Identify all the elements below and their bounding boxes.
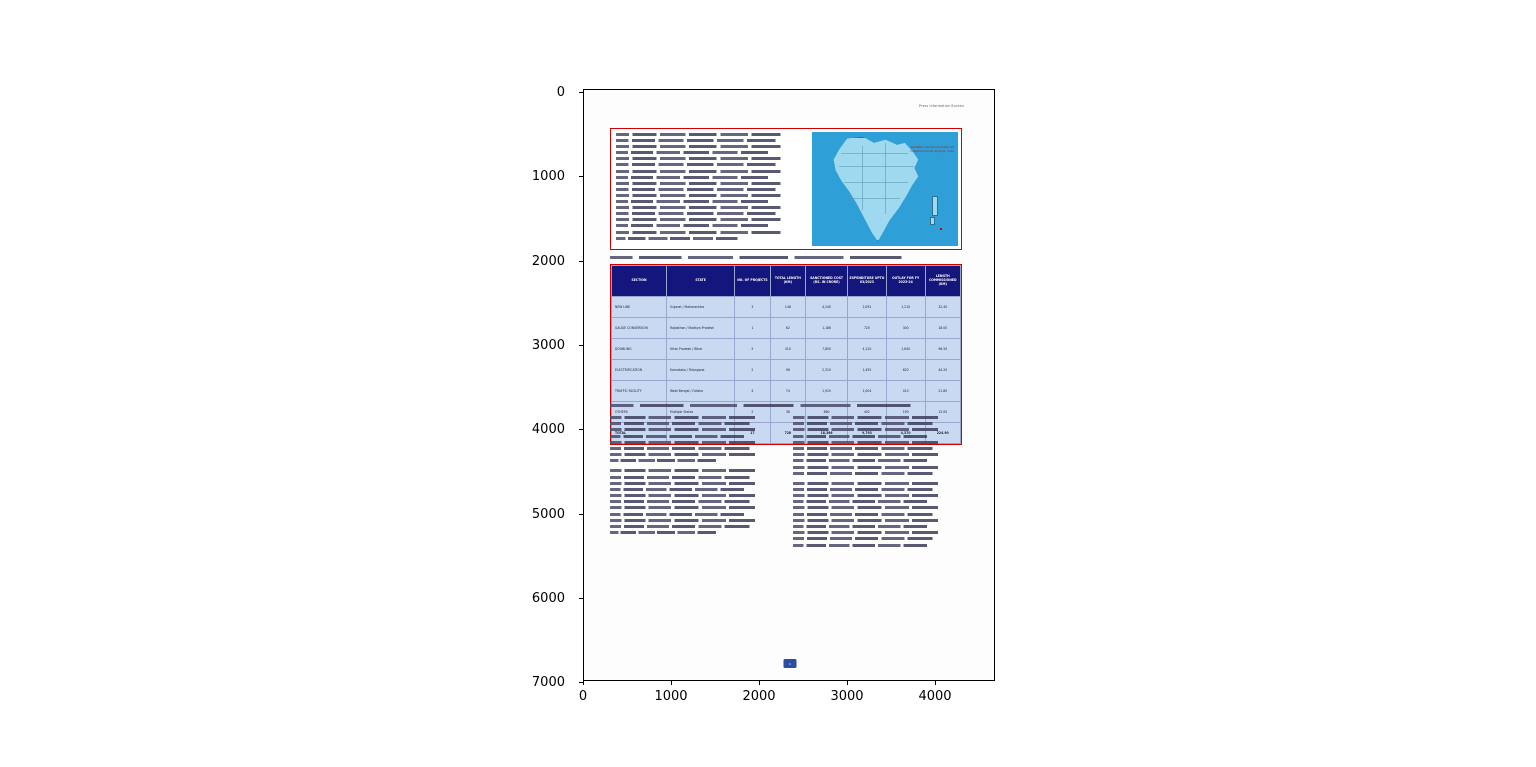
cell-projects: 3 xyxy=(735,297,770,318)
text-line xyxy=(793,513,948,516)
figure-axes xyxy=(583,89,995,681)
y-tick-label: 5000 xyxy=(531,507,565,522)
table-row xyxy=(612,318,961,339)
text-line xyxy=(793,435,942,438)
y-tickmark xyxy=(579,598,583,599)
text-line xyxy=(616,224,785,227)
cell-commissioned: 18.00 xyxy=(925,318,961,339)
cell-expenditure: 1,455 xyxy=(848,360,887,381)
island-shape xyxy=(932,196,938,216)
text-line xyxy=(610,494,771,497)
text-line xyxy=(616,133,799,136)
text-line xyxy=(616,200,785,203)
cell-outlay: 190 xyxy=(886,402,925,423)
text-line xyxy=(610,525,765,528)
x-tick-label: 0 xyxy=(578,689,588,704)
cell-outlay: 4,370 xyxy=(886,423,925,444)
text-line xyxy=(610,513,759,516)
text-line xyxy=(616,176,785,179)
y-tick-label: 7000 xyxy=(531,675,565,690)
x-tickmark xyxy=(759,681,760,685)
intro-paragraph xyxy=(611,129,812,249)
y-tick-label: 4000 xyxy=(531,422,565,437)
cell-cost: 2,310 xyxy=(806,360,848,381)
text-line xyxy=(610,482,771,485)
text-line xyxy=(793,544,942,547)
text-line xyxy=(610,404,944,407)
cell-outlay: 620 xyxy=(886,360,925,381)
text-line xyxy=(793,428,954,431)
text-line xyxy=(616,145,799,148)
cell-projects: 2 xyxy=(735,402,770,423)
text-line xyxy=(793,488,948,491)
text-line xyxy=(793,472,948,475)
text-line xyxy=(610,519,771,522)
document-content xyxy=(610,98,970,674)
cell-cost: 4,240 xyxy=(806,297,848,318)
cell-length: 74 xyxy=(770,381,805,402)
y-tick-label: 0 xyxy=(556,85,565,100)
body-columns xyxy=(610,416,962,554)
paragraph xyxy=(610,469,779,534)
cell-projects: 4 xyxy=(735,381,770,402)
map-caption: Rail/Metro Commercial Trade and Industrial Corridor Projects - India xyxy=(910,146,954,153)
cell-projects: 2 xyxy=(735,360,770,381)
text-line xyxy=(616,170,799,173)
cell-state: Uttar Pradesh / Bihar xyxy=(667,339,735,360)
paragraph xyxy=(793,482,962,547)
table-row xyxy=(612,381,961,402)
cell-section: NEW LINE xyxy=(612,297,667,318)
column-header-expenditure: EXPENDITURE UPTO 03/2023 xyxy=(848,266,887,297)
x-tick-label: 1000 xyxy=(654,689,688,704)
column-header-section: SECTION xyxy=(612,266,667,297)
cell-section: TRAFFIC FACILITY xyxy=(612,381,667,402)
x-tick-label: 2000 xyxy=(742,689,776,704)
paragraph xyxy=(793,416,962,475)
text-line xyxy=(610,256,934,259)
cell-expenditure: 402 xyxy=(848,402,887,423)
cell-state: West Bengal / Odisha xyxy=(667,381,735,402)
cell-expenditure: 720 xyxy=(848,318,887,339)
cell-length: 148 xyxy=(770,297,805,318)
text-line xyxy=(610,416,771,419)
x-tickmark xyxy=(935,681,936,685)
document-page xyxy=(584,90,995,681)
y-tickmark xyxy=(579,514,583,515)
cell-section: GAUGE CONVERSION xyxy=(612,318,667,339)
cell-state: Karnataka / Telangana xyxy=(667,360,735,381)
column-header-projects: NO. OF PROJECTS xyxy=(735,266,770,297)
cell-length: 62 xyxy=(770,318,805,339)
text-line xyxy=(610,506,771,509)
text-line xyxy=(793,500,942,503)
text-line xyxy=(616,163,793,166)
cell-cost: 1,186 xyxy=(806,318,848,339)
text-line xyxy=(616,218,799,221)
cell-commissioned: 21.80 xyxy=(925,381,961,402)
text-line xyxy=(616,194,799,197)
y-tickmark xyxy=(579,261,583,262)
cell-outlay: 1,210 xyxy=(886,297,925,318)
cell-state: Multiple States xyxy=(667,402,735,423)
column-header-commissioned: LENGTH COMMISSIONED (KM) xyxy=(925,266,961,297)
y-tick-label: 6000 xyxy=(531,591,565,606)
cell-section: DOUBLING xyxy=(612,339,667,360)
cell-projects: 5 xyxy=(735,339,770,360)
text-line xyxy=(793,482,954,485)
cell-cost: 1,920 xyxy=(806,381,848,402)
cell-outlay: 410 xyxy=(886,381,925,402)
text-line xyxy=(793,494,954,497)
cell-projects: 17 xyxy=(735,423,770,444)
table-row xyxy=(612,339,961,360)
table-row xyxy=(612,360,961,381)
text-line xyxy=(610,476,765,479)
cell-state: Gujarat / Maharashtra xyxy=(667,297,735,318)
text-line xyxy=(793,525,942,528)
cell-section: TOTAL xyxy=(612,423,667,444)
text-line xyxy=(616,231,799,234)
x-tick-label: 4000 xyxy=(918,689,952,704)
text-line xyxy=(610,531,728,534)
island-shape xyxy=(930,217,935,226)
text-line xyxy=(793,422,948,425)
text-line xyxy=(610,447,765,450)
table-footnote xyxy=(610,404,962,408)
cell-expenditure: 2,092 xyxy=(848,297,887,318)
x-tickmark xyxy=(671,681,672,685)
text-line xyxy=(610,428,771,431)
y-tick-label: 2000 xyxy=(531,254,565,269)
text-line xyxy=(610,488,759,491)
map-marker xyxy=(940,228,942,230)
cell-expenditure: 4,120 xyxy=(848,339,887,360)
text-line xyxy=(610,469,771,472)
text-line xyxy=(793,453,954,456)
column-header-length: TOTAL LENGTH (KM) xyxy=(770,266,805,297)
cell-cost: 860 xyxy=(806,402,848,423)
text-line xyxy=(793,531,954,534)
text-line xyxy=(610,459,728,462)
text-line xyxy=(610,500,765,503)
y-tickmark xyxy=(579,345,583,346)
intro-block xyxy=(610,128,962,250)
cell-commissioned: 224.90 xyxy=(925,423,961,444)
cell-length: 38 xyxy=(770,402,805,423)
cell-commissioned: 32.40 xyxy=(925,297,961,318)
cell-length: 310 xyxy=(770,339,805,360)
text-line xyxy=(616,237,751,240)
y-tick-label: 1000 xyxy=(531,169,565,184)
cell-section: ELECTRIFICATION xyxy=(612,360,667,381)
column-header-state: STATE xyxy=(667,266,735,297)
text-line xyxy=(616,139,793,142)
cell-projects: 1 xyxy=(735,318,770,339)
table-header-row xyxy=(612,266,961,297)
table-caption xyxy=(610,256,962,261)
y-tickmark xyxy=(579,176,583,177)
cell-commissioned: 96.50 xyxy=(925,339,961,360)
text-line xyxy=(616,157,799,160)
cell-length: 96 xyxy=(770,360,805,381)
body-column-right xyxy=(793,416,962,554)
text-line xyxy=(616,188,793,191)
text-line xyxy=(616,182,799,185)
cell-expenditure: 9,793 xyxy=(848,423,887,444)
y-tick-label: 3000 xyxy=(531,338,565,353)
x-tickmark xyxy=(583,681,584,685)
text-line xyxy=(793,459,942,462)
document-header-note: Press Information Bureau xyxy=(918,104,964,108)
text-line xyxy=(616,206,799,209)
cell-cost: 7,850 xyxy=(806,339,848,360)
cell-expenditure: 1,004 xyxy=(848,381,887,402)
page-number-badge: 1 xyxy=(784,659,797,668)
paragraph xyxy=(610,416,779,462)
text-line xyxy=(616,151,785,154)
x-tick-label: 3000 xyxy=(830,689,864,704)
text-line xyxy=(610,453,771,456)
cell-length: 728 xyxy=(770,423,805,444)
text-line xyxy=(793,466,954,469)
text-line xyxy=(793,441,954,444)
body-column-left xyxy=(610,416,779,554)
text-line xyxy=(793,416,954,419)
text-line xyxy=(793,537,948,540)
cell-state: Rajasthan / Madhya Pradesh xyxy=(667,318,735,339)
text-line xyxy=(610,441,771,444)
text-line xyxy=(793,506,954,509)
column-header-outlay: OUTLAY FOR FY 2023-24 xyxy=(886,266,925,297)
column-header-cost: SANCTIONED COST (RS. IN CRORE) xyxy=(806,266,848,297)
text-line xyxy=(793,519,954,522)
cell-section: OTHERS xyxy=(612,402,667,423)
cell-outlay: 300 xyxy=(886,318,925,339)
cell-outlay: 1,640 xyxy=(886,339,925,360)
text-line xyxy=(616,212,793,215)
text-line xyxy=(610,435,759,438)
cell-cost: 18,366 xyxy=(806,423,848,444)
text-line xyxy=(610,422,765,425)
cell-commissioned: 12.00 xyxy=(925,402,961,423)
cell-commissioned: 44.20 xyxy=(925,360,961,381)
india-map-image xyxy=(812,132,958,246)
text-line xyxy=(793,447,948,450)
y-tickmark xyxy=(579,429,583,430)
y-tickmark xyxy=(579,92,583,93)
x-tickmark xyxy=(847,681,848,685)
table-row xyxy=(612,297,961,318)
